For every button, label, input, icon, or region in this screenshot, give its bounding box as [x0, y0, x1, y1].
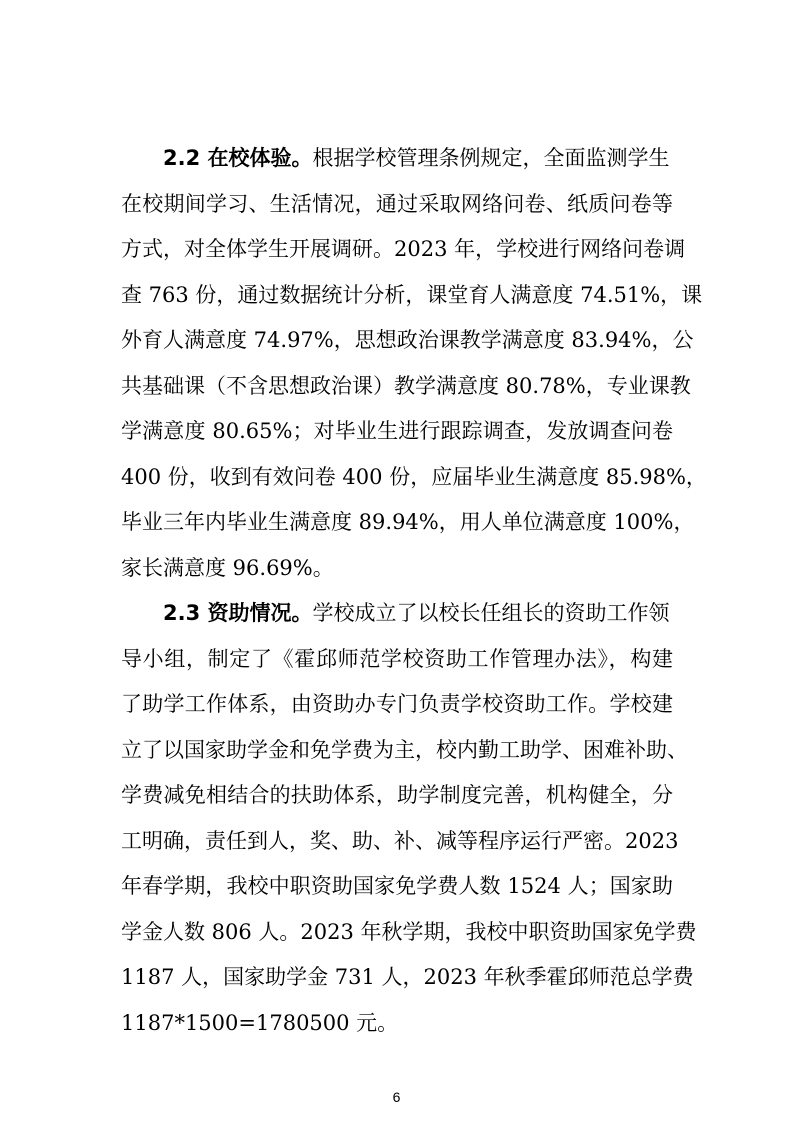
- paragraph-line: 立了以国家助学金和免学费为主，校内勤工助学、困难补助、: [121, 737, 688, 762]
- paragraph-last-line: 家长满意度 96.69%。: [121, 555, 334, 580]
- paragraph-line: 工明确，责任到人，奖、助、补、减等程序运行严密。2023: [121, 828, 679, 853]
- paragraph-line: 方式，对全体学生开展调研。2023 年，学校进行网络问卷调: [121, 237, 686, 261]
- paragraph-line: 在校期间学习、生活情况，通过采取网络问卷、纸质问卷等: [121, 191, 673, 216]
- paragraph-text: 学校成立了以校长任组长的资助工作领: [312, 601, 670, 625]
- paragraph-line: 毕业三年内毕业生满意度 89.94%，用人单位满意度 100%，: [121, 510, 695, 534]
- section-heading-2-3: 2.3 资助情况。: [163, 601, 313, 625]
- paragraph-2-2-first-line: [121, 136, 673, 182]
- paragraph-2-3-first-line: [121, 591, 673, 637]
- paragraph-line: 400 份，收到有效问卷 400 份，应届毕业生满意度 85.98%，: [121, 464, 707, 489]
- paragraph-line: 了助学工作体系，由资助办专门负责学校资助工作。学校建: [121, 692, 673, 716]
- paragraph-line: 查 763 份，通过数据统计分析，课堂育人满意度 74.51%，课: [121, 282, 703, 307]
- paragraph-text: 根据学校管理条例规定，全面监测学生: [312, 146, 670, 170]
- paragraph-line: 共基础课（不含思想政治课）教学满意度 80.78%，专业课教: [121, 373, 691, 398]
- paragraph-line: 年春学期，我校中职资助国家免学费人数 1524 人；国家助: [121, 874, 673, 898]
- paragraph-line: 学金人数 806 人。2023 年秋学期，我校中职资助国家免学费: [121, 919, 697, 944]
- paragraph-line: 外育人满意度 74.97%，思想政治课教学满意度 83.94%，公: [121, 328, 694, 352]
- paragraph-line: 1187 人，国家助学金 731 人，2023 年秋季霍邱师范总学费: [121, 965, 694, 989]
- paragraph-last-line: 1187*1500=1780500 元。: [121, 1010, 399, 1035]
- page-number: 6: [392, 1089, 401, 1105]
- document-body: [121, 136, 707, 1046]
- paragraph-line: 学费减免相结合的扶助体系，助学制度完善，机构健全，分: [121, 783, 673, 807]
- section-heading-2-2: 2.2 在校体验。: [163, 146, 313, 170]
- paragraph-line: 导小组，制定了《霍邱师范学校资助工作管理办法》，构建: [121, 646, 673, 671]
- paragraph-line: 学满意度 80.65%；对毕业生进行跟踪调查，发放调查问卷: [121, 419, 673, 443]
